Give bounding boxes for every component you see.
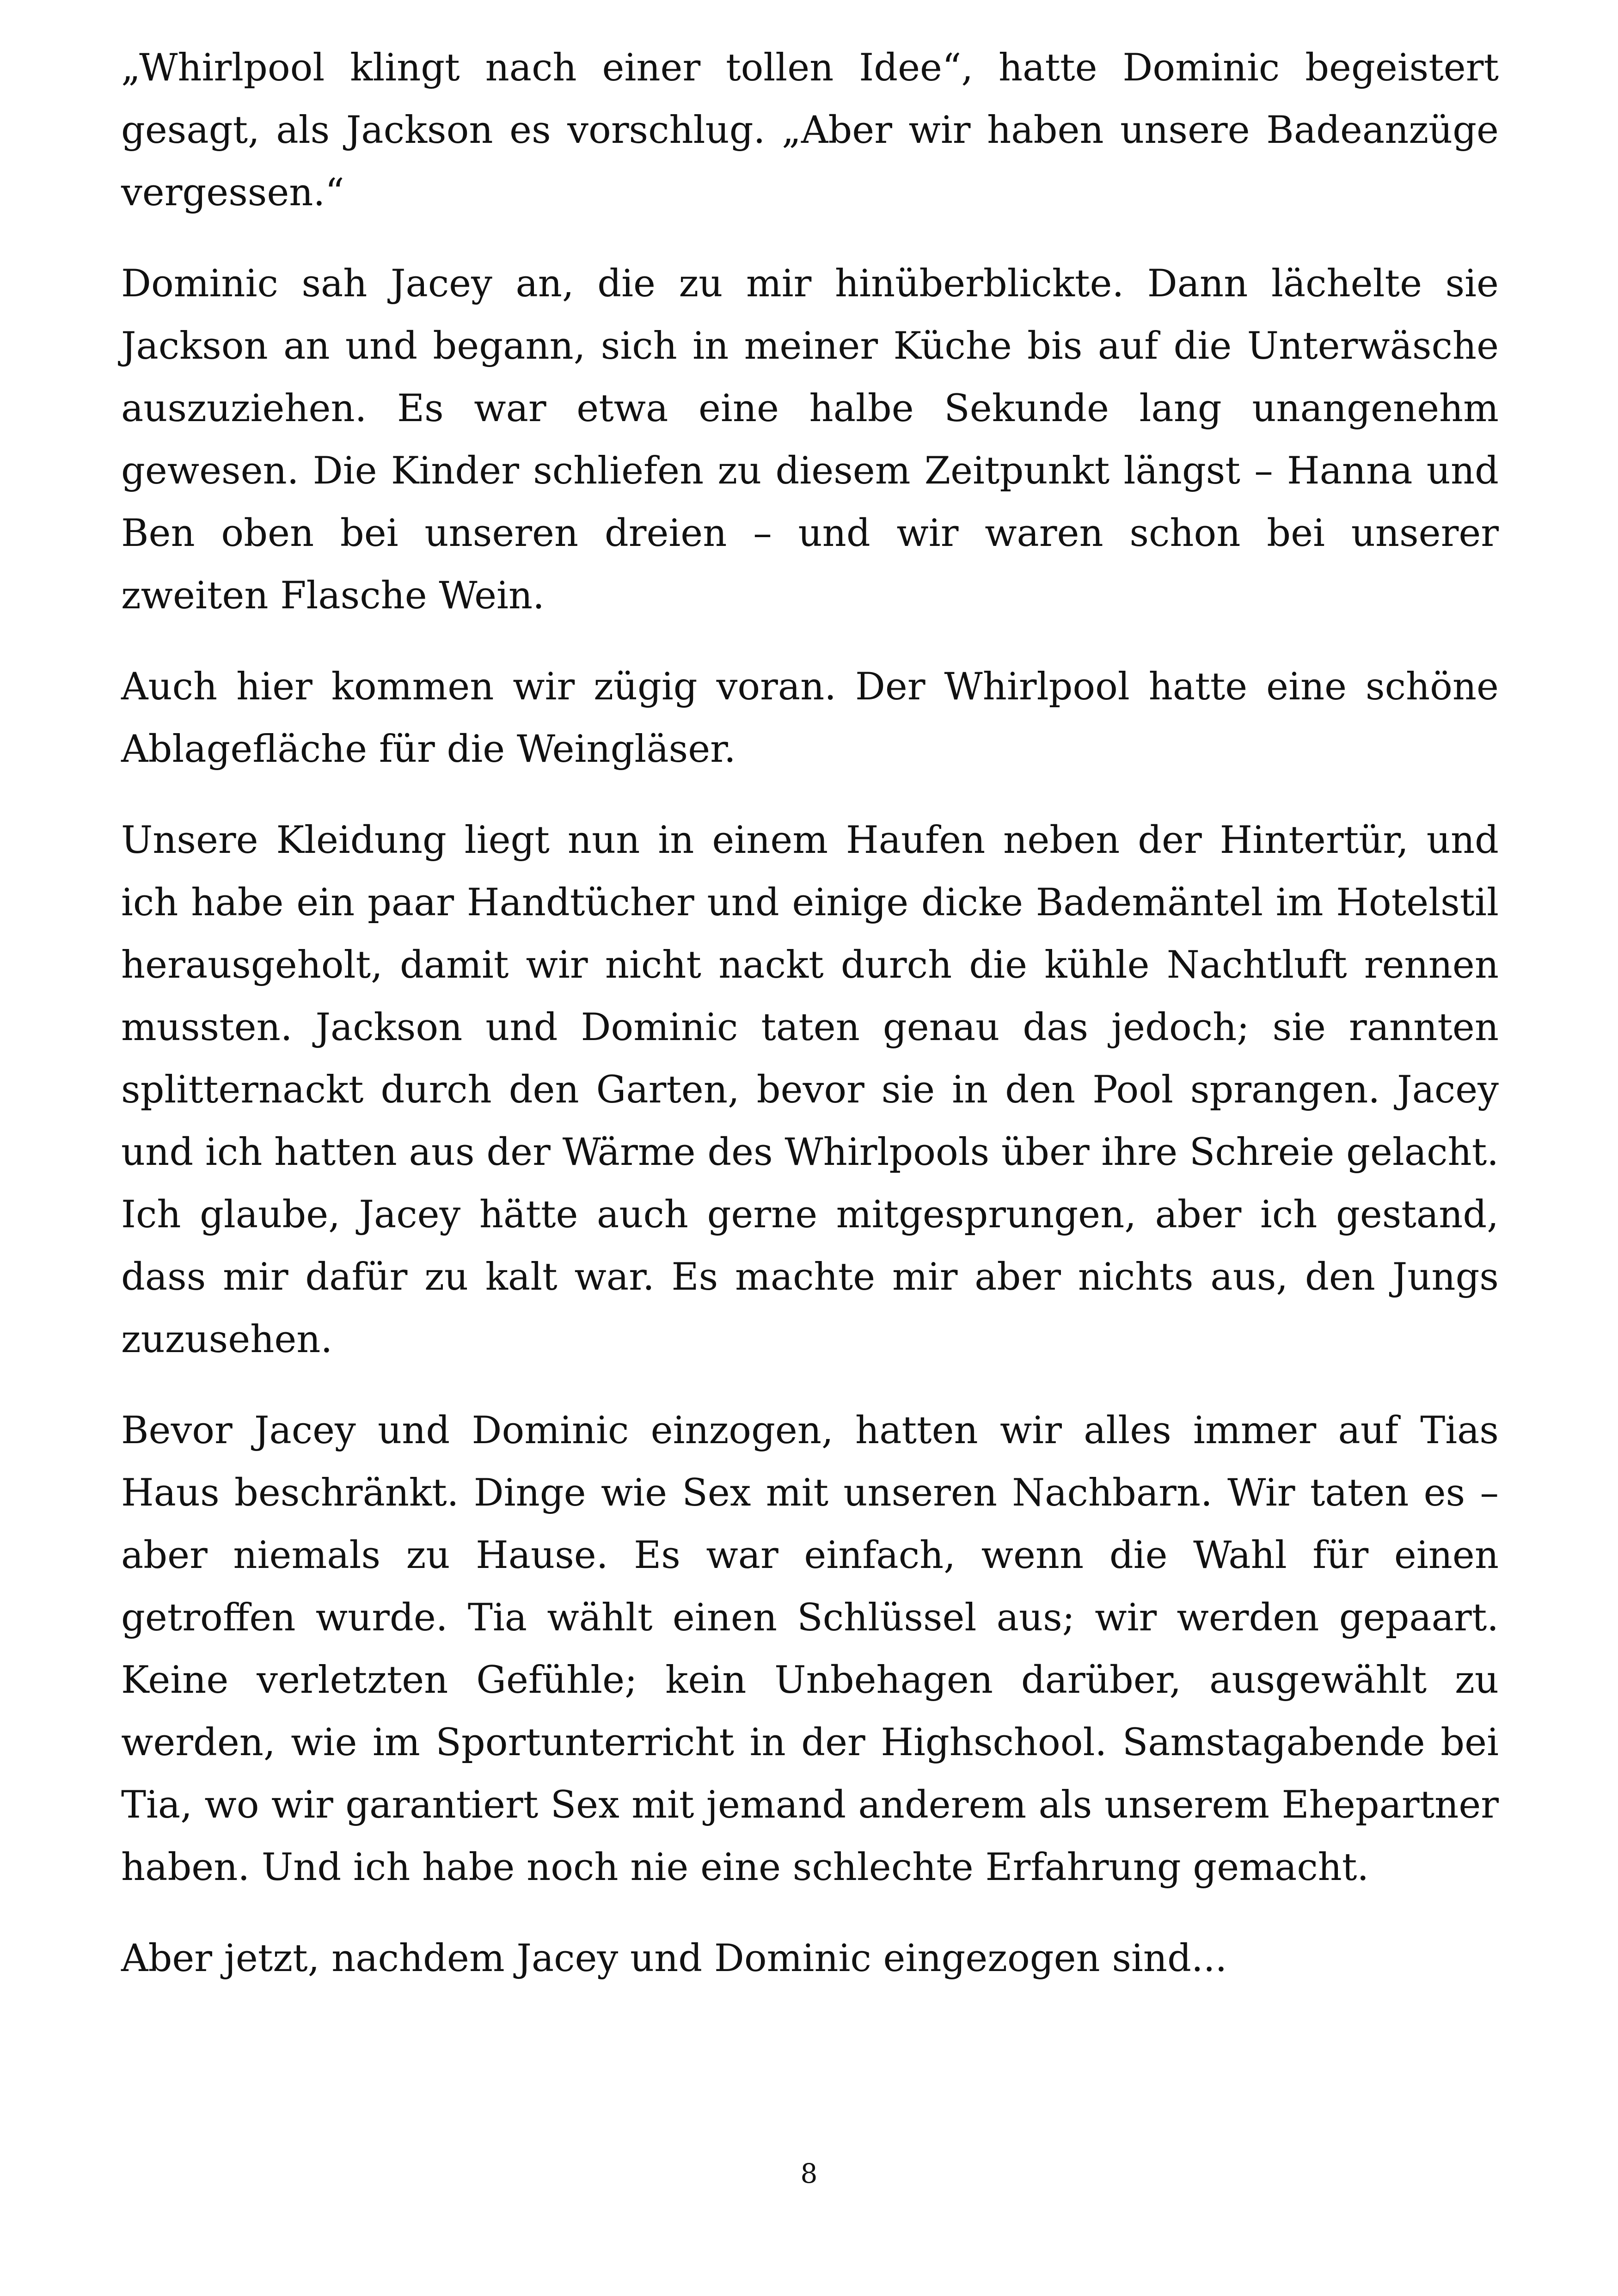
paragraph-5: Bevor Jacey und Dominic einzogen, hatten wir alles immer auf Tias Haus beschränkt. Dinge wie Sex mit unseren Nachbarn. Wir taten es – aber niemals zu Hause. Es war einfach, wenn die Wahl für einen getroffen wurde. Tia wählt einen Schlüssel aus; wir werden gepaart. Keine verletzten Gefühle; kein Unbehagen darüber, ausgewählt zu werden, wie im Sportunterricht in der Highschool. Samstagabende bei Tia, wo wir garantiert Sex mit jemand anderem als unserem Ehepartner haben. Und ich habe noch nie eine schlechte Erfahrung gemacht. <box>121 1409 1499 1889</box>
paragraph-1: „Whirlpool klingt nach einer tollen Idee“, hatte Dominic begeistert gesagt, als Jackson es vorschlug. „Aber wir haben unsere Badeanzüge vergessen.“ <box>121 46 1499 214</box>
page-number: 8 <box>800 2158 818 2189</box>
paragraph-6: Aber jetzt, nachdem Jacey und Dominic eingezogen sind... <box>121 1937 1227 1980</box>
paragraph-4: Unsere Kleidung liegt nun in einem Haufen neben der Hintertür, und ich habe ein paar Handtücher und einige dicke Bademäntel im Hotelstil herausgeholt, damit wir nicht nackt durch die kühle Nachtluft rennen mussten. Jackson und Dominic taten genau das jedoch; sie rannten splitternackt durch den Garten, bevor sie in den Pool sprangen. Jacey und ich hatten aus der Wärme des Whirlpools über ihre Schreie gelacht. Ich glaube, Jacey hätte auch gerne mitgesprungen, aber ich gestand, dass mir dafür zu kalt war. Es machte mir aber nichts aus, den Jungs zuzusehen. <box>121 819 1499 1361</box>
paragraph-2: Dominic sah Jacey an, die zu mir hinüberblickte. Dann lächelte sie Jackson an und begann, sich in meiner Küche bis auf die Unterwäsche auszuziehen. Es war etwa eine halbe Sekunde lang unangenehm gewesen. Die Kinder schliefen zu diesem Zeitpunkt längst – Hanna und Ben oben bei unseren dreien – und wir waren schon bei unserer zweiten Flasche Wein. <box>121 262 1499 618</box>
paragraph-3: Auch hier kommen wir zügig voran. Der Whirlpool hatte eine schöne Ablagefläche für die Weingläser. <box>121 665 1499 771</box>
page-body <box>121 37 1499 2019</box>
